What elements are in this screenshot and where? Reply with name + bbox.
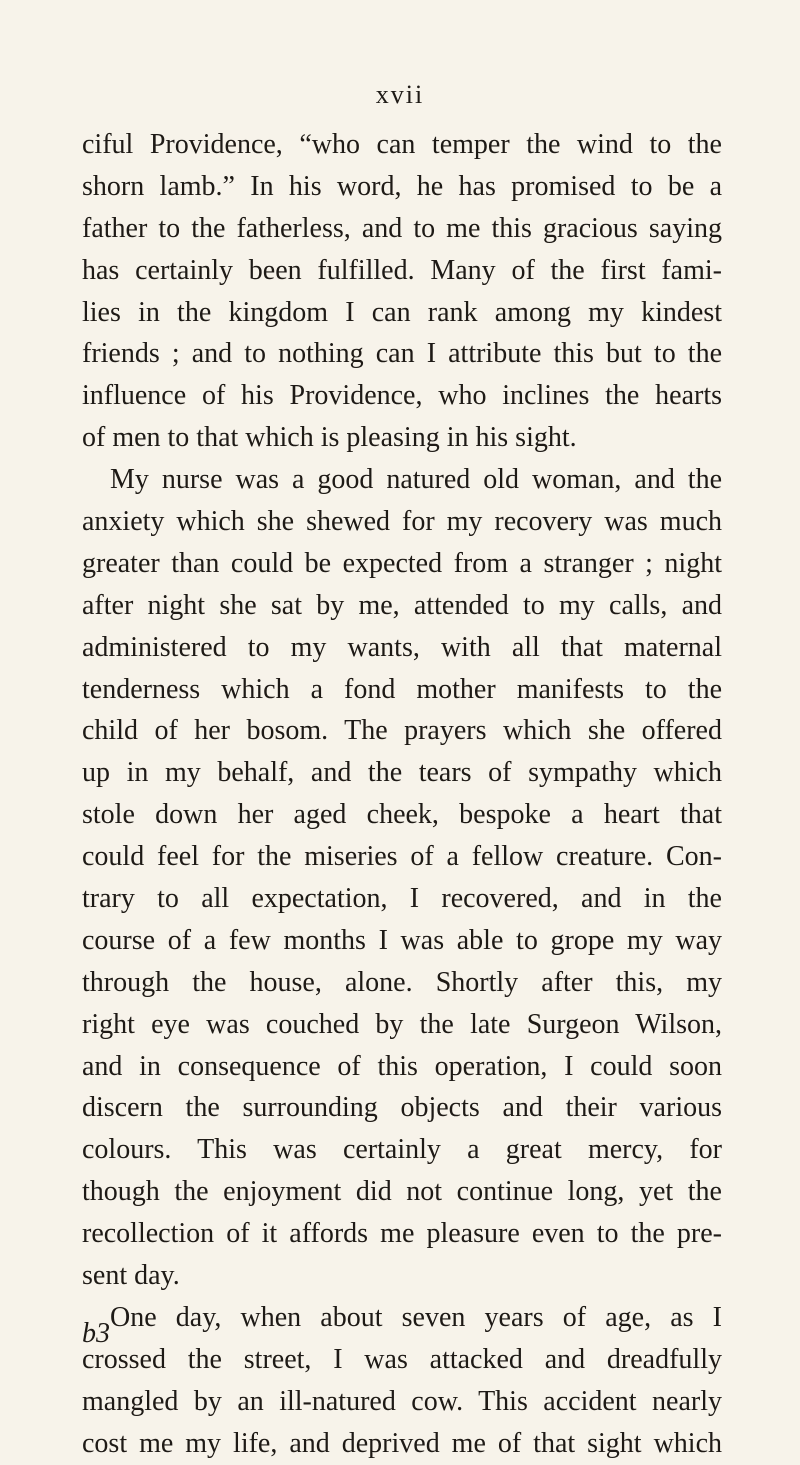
text-line: ciful Providence, “who can temper the wind to the xyxy=(82,129,722,160)
text-line: crossed the street, I was attacked and dreadfully xyxy=(82,1343,722,1375)
text-line: colours. This was certainly a great mercy, for xyxy=(82,1134,722,1166)
text-line: right eye was couched by the late Surgeon Wilson, xyxy=(82,1008,722,1040)
text-line: My nurse was a good natured old woman, and the xyxy=(110,464,722,496)
page-number: xvii xyxy=(375,80,425,109)
text-line: friends ; and to nothing can I attribute this but to the xyxy=(82,338,722,370)
text-line: father to the fatherless, and to me this gracious saying xyxy=(82,212,722,244)
text-line: shorn lamb.” In his word, he has promised to be a xyxy=(82,170,722,202)
text-line: after night she sat by me, attended to my calls, and xyxy=(82,589,722,621)
text-line: has certainly been fulfilled. Many of the first fami- xyxy=(82,254,722,286)
text-line: anxiety which she shewed for my recovery was much xyxy=(82,506,722,538)
text-line: and in consequence of this operation, I could soon xyxy=(82,1050,722,1082)
text-line: course of a few months I was able to grope my way xyxy=(82,924,722,956)
signature-mark: b3 xyxy=(82,1318,110,1349)
text-line: lies in the kingdom I can rank among my kindest xyxy=(82,296,722,328)
text-line: of men to that which is pleasing in his sight. xyxy=(82,422,577,454)
text-line: sent day. xyxy=(82,1260,180,1292)
text-line: up in my behalf, and the tears of sympathy which xyxy=(82,757,722,789)
text-line: through the house, alone. Shortly after this, my xyxy=(82,966,722,998)
text-line: influence of his Providence, who inclines the hearts xyxy=(82,380,722,412)
text-line: One day, when about seven years of age, as I xyxy=(110,1301,722,1333)
text-line: administered to my wants, with all that maternal xyxy=(82,631,722,663)
text-line: greater than could be expected from a stranger ; night xyxy=(82,547,722,579)
text-line: cost me my life, and deprived me of that sight which xyxy=(82,1427,722,1459)
text-line: tenderness which a fond mother manifests to the xyxy=(82,673,722,705)
text-line: stole down her aged cheek, bespoke a heart that xyxy=(82,799,722,831)
text-line: child of her bosom. The prayers which she offered xyxy=(82,715,722,747)
text-line: trary to all expectation, I recovered, and in the xyxy=(82,883,722,915)
text-line: discern the surrounding objects and their various xyxy=(82,1092,722,1124)
text-line: could feel for the miseries of a fellow creature. Con- xyxy=(82,841,722,873)
body-text xyxy=(82,124,722,1465)
text-line: mangled by an ill-natured cow. This accident nearly xyxy=(82,1385,722,1417)
text-line: recollection of it affords me pleasure even to the pre- xyxy=(82,1218,722,1250)
text-line: though the enjoyment did not continue long, yet the xyxy=(82,1176,722,1208)
